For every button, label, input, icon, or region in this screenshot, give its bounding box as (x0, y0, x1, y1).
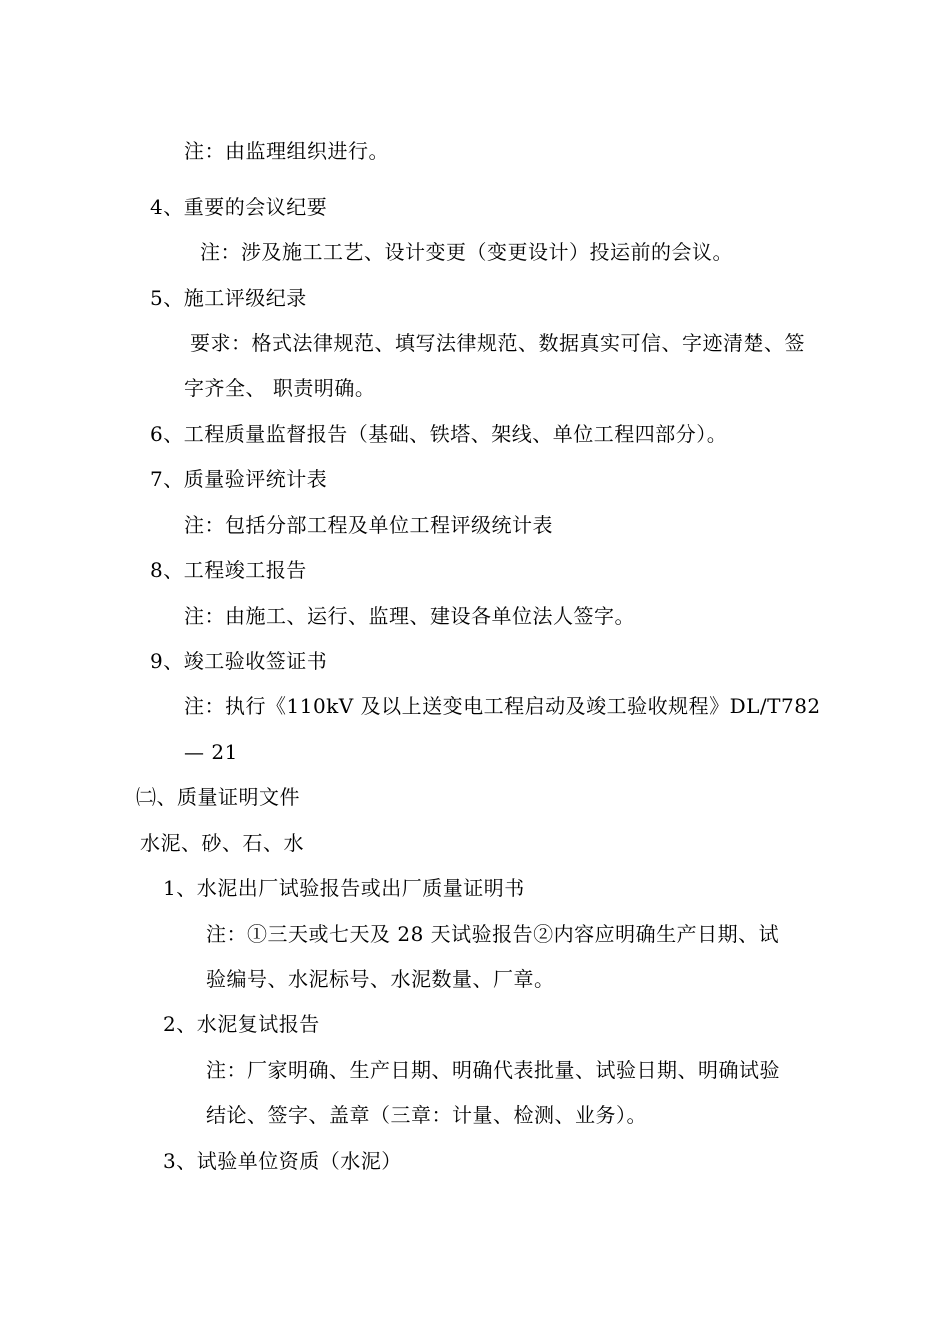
item-1-heading: 1、水泥出厂试验报告或出厂质量证明书 (163, 876, 525, 900)
requirement-line-2: 字齐全、 职责明确。 (184, 376, 376, 400)
item-2-heading: 2、水泥复试报告 (163, 1012, 320, 1036)
note-cement-line-1: 注：①三天或七天及 28 天试验报告②内容应明确生产日期、试 (206, 922, 780, 946)
note-supervision: 注：由监理组织进行。 (184, 139, 389, 163)
item-6-heading: 6、工程质量监督报告（基础、铁塔、架线、单位工程四部分）。 (150, 422, 728, 446)
note-retest-line-2: 结论、签字、盖章（三章：计量、检测、业务）。 (206, 1103, 647, 1127)
note-retest-line-1: 注：厂家明确、生产日期、明确代表批量、试验日期、明确试验 (206, 1058, 780, 1082)
item-9-heading: 9、竣工验收签证书 (150, 649, 328, 673)
note-regulation-line-1: 注：执行《110kV 及以上送变电工程启动及竣工验收规程》DL/T782 (184, 694, 821, 718)
note-meetings: 注：涉及施工工艺、设计变更（变更设计）投运前的会议。 (200, 240, 733, 264)
note-regulation-line-2: — 21 (184, 740, 238, 764)
item-7-heading: 7、质量验评统计表 (150, 467, 328, 491)
item-4-heading: 4、重要的会议纪要 (150, 195, 328, 219)
note-signatures: 注：由施工、运行、监理、建设各单位法人签字。 (184, 604, 635, 628)
requirement-line-1: 要求：格式法律规范、填写法律规范、数据真实可信、字迹清楚、签 (190, 331, 805, 355)
item-8-heading: 8、工程竣工报告 (150, 558, 307, 582)
materials-heading: 水泥、砂、石、水 (140, 831, 304, 855)
note-statistics: 注：包括分部工程及单位工程评级统计表 (184, 513, 553, 537)
item-3-heading: 3、试验单位资质（水泥） (163, 1149, 402, 1173)
note-cement-line-2: 验编号、水泥标号、水泥数量、厂章。 (206, 967, 555, 991)
item-5-heading: 5、施工评级纪录 (150, 286, 307, 310)
section-2-heading: ㈡、质量证明文件 (136, 785, 300, 809)
